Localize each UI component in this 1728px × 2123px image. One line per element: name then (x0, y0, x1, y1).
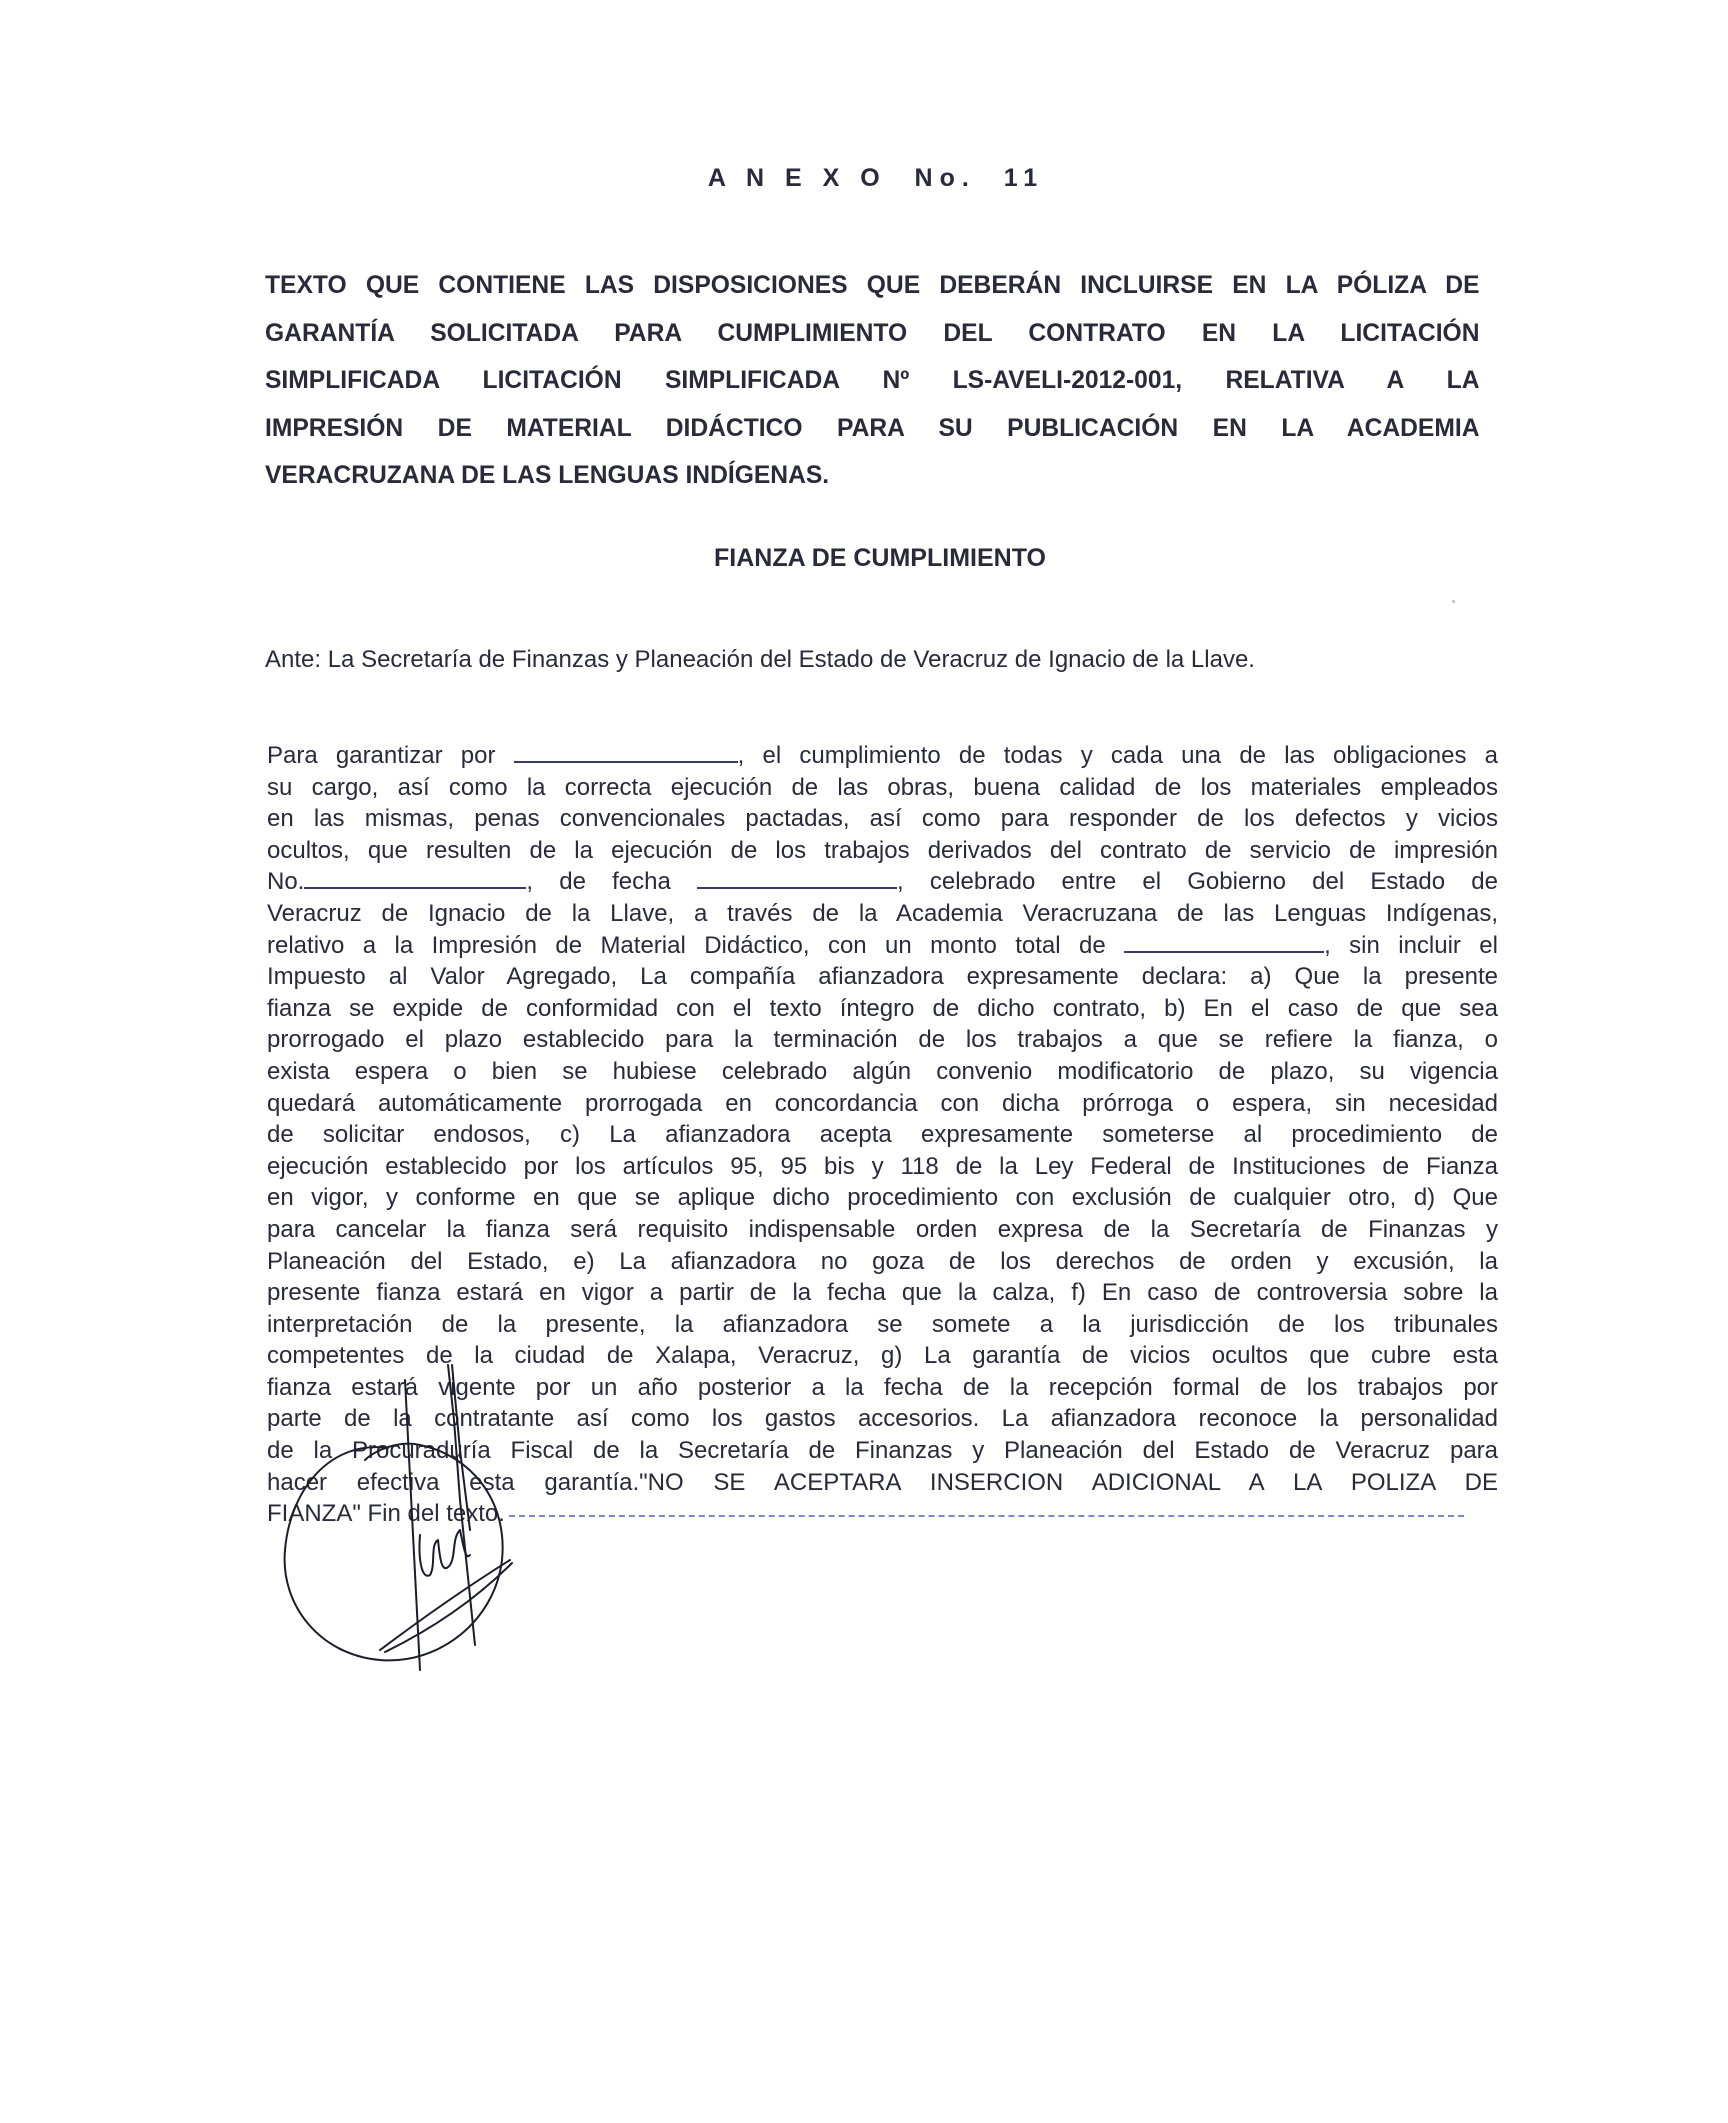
body-line: fianza se expide de conformidad con el texto íntegro de dicho contrato, b) En el caso de que sea (267, 994, 1498, 1022)
body-line (267, 866, 1498, 898)
body-text: , sin incluir el (1324, 931, 1498, 959)
body-line: interpretación de la presente, la afianzadora se somete a la jurisdicción de los tribunales (267, 1310, 1498, 1338)
body-line: competentes de la ciudad de Xalapa, Veracruz, g) La garantía de vicios ocultos que cubre esta (267, 1342, 1498, 1370)
body-text: Para garantizar por (267, 742, 514, 769)
body-line: ejecución establecido por los artículos 95, 95 bis y 118 de la Ley Federal de Instituciones de Fianza (267, 1152, 1498, 1180)
heading-line: SIMPLIFICADA LICITACIÓN SIMPLIFICADA Nº LS-AVELI-2012-001, RELATIVA A LA (265, 366, 1480, 394)
heading-line: IMPRESIÓN DE MATERIAL DIDÁCTICO PARA SU PUBLICACIÓN EN LA ACADEMIA (265, 413, 1480, 442)
body-line: en las mismas, penas convencionales pactadas, así como para responder de los defectos y vicios (267, 805, 1498, 833)
body-text: , de fecha (526, 868, 698, 896)
body-line (267, 740, 1498, 772)
document-subtitle: FIANZA DE CUMPLIMIENTO (714, 544, 1046, 572)
body-line: prorrogado el plazo establecido para la terminación de los trabajos a que se refiere la fianza, o (267, 1026, 1498, 1054)
blank-date-field (697, 867, 897, 889)
body-line: exista espera o bien se hubiese celebrado algún convenio modificatorio de plazo, su vigencia (267, 1057, 1498, 1085)
addressee-line: Ante: La Secretaría de Finanzas y Planeación del Estado de Veracruz de Ignacio de la Llave. (265, 646, 1255, 673)
scan-speck (1452, 600, 1455, 603)
body-text: FIANZA" Fin del texto. (267, 1500, 505, 1528)
blank-total-amount-field (1124, 931, 1324, 953)
signature-stroke (380, 1560, 510, 1650)
body-line: Impuesto al Valor Agregado, La compañía afianzadora expresamente declara: a) Que la presente (267, 963, 1498, 991)
blank-contract-number-field (304, 867, 526, 889)
body-line: Veracruz de Ignacio de la Llave, a través de la Academia Veracruzana de las Lenguas Indígenas, (267, 899, 1498, 927)
heading-line: VERACRUZANA DE LAS LENGUAS INDÍGENAS. (265, 461, 830, 489)
dashed-fill-line (509, 1515, 1464, 1517)
body-line: parte de la contratante así como los gastos accesorios. La afianzadora reconoce la personalidad (267, 1405, 1498, 1433)
body-line (267, 930, 1498, 962)
document-heading (265, 262, 1480, 500)
signature-stroke (385, 1563, 512, 1652)
body-text: , el cumplimiento de todas y cada una de las obligaciones a (737, 742, 1499, 769)
body-line: quedará automáticamente prorrogada en concordancia con dicha prórroga o espera, sin necesidad (267, 1089, 1498, 1117)
body-text: relativo a la Impresión de Material Didáctico, con un monto total de (267, 931, 1125, 959)
body-line: su cargo, así como la correcta ejecución de las obras, buena calidad de los materiales empleados (267, 773, 1498, 801)
body-text: No. (267, 868, 305, 896)
body-line: presente fianza estará en vigor a partir de la fecha que la calza, f) En caso de controversia sobre la (267, 1279, 1498, 1307)
body-line: para cancelar la fianza será requisito indispensable orden expresa de la Secretaría de Finanzas y (267, 1215, 1498, 1243)
heading-line: TEXTO QUE CONTIENE LAS DISPOSICIONES QUE DEBERÁN INCLUIRSE EN LA PÓLIZA DE (265, 271, 1480, 299)
heading-line: GARANTÍA SOLICITADA PARA CUMPLIMIENTO DEL CONTRATO EN LA LICITACIÓN (265, 318, 1480, 347)
body-line: Planeación del Estado, e) La afianzadora no goza de los derechos de orden y excusión, la (267, 1247, 1498, 1275)
signature-stroke (419, 1530, 470, 1576)
blank-amount-field (514, 741, 738, 763)
body-text: , celebrado entre el Gobierno del Estado de (897, 868, 1498, 896)
body-paragraph (267, 740, 1498, 1530)
body-line: de solicitar endosos, c) La afianzadora acepta expresamente someterse al procedimiento de (267, 1121, 1498, 1149)
body-line (267, 1498, 1498, 1530)
document-title: A N E X O No. 11 (707, 164, 1045, 192)
body-line: hacer efectiva esta garantía."NO SE ACEPTARA INSERCION ADICIONAL A LA POLIZA DE (267, 1468, 1498, 1496)
body-line: en vigor, y conforme en que se aplique dicho procedimiento con exclusión de cualquier otro, d) Que (267, 1184, 1498, 1212)
body-line: fianza estará vigente por un año posterior a la fecha de la recepción formal de los trabajos por (267, 1373, 1498, 1401)
body-line: de la Procuraduría Fiscal de la Secretaría de Finanzas y Planeación del Estado de Veracruz para (267, 1437, 1498, 1465)
body-line: ocultos, que resulten de la ejecución de los trabajos derivados del contrato de servicio de impresión (267, 836, 1498, 864)
